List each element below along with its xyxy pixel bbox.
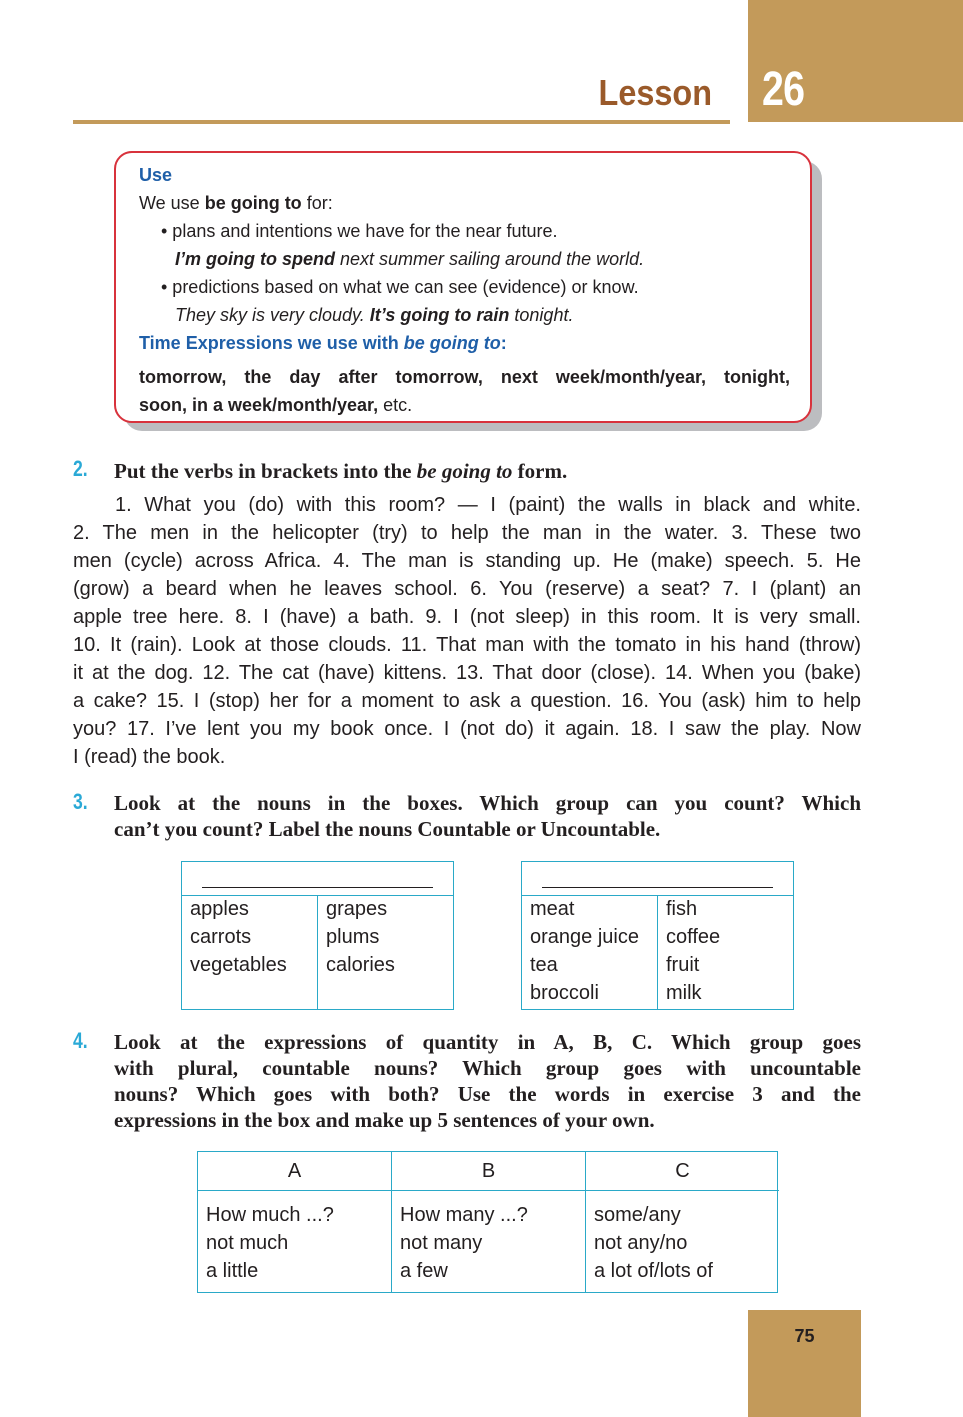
exercise-2-line: it at the dog. 12. The cat (have) kittens. 13. That door (close). 14. When you (bake) — [73, 662, 861, 684]
noun-box-1-col2 — [318, 895, 395, 1009]
use-intro-text: We use — [139, 193, 205, 213]
quantity-column-a — [198, 1152, 391, 1292]
label-blank-line[interactable] — [542, 887, 773, 888]
time-line2-bold: soon, in a week/month/year, — [139, 395, 379, 415]
use-box — [114, 151, 812, 423]
page-number: 75 — [794, 1326, 815, 1346]
noun-item: tea — [530, 954, 558, 976]
example-plans-bold: I’m going to spend — [175, 249, 335, 269]
quantity-expression: some/any — [594, 1204, 681, 1226]
noun-box-1-label-area — [182, 862, 453, 896]
quantity-expression: How much ...? — [206, 1204, 334, 1226]
noun-box-2-col1 — [522, 895, 656, 1009]
quantity-expression: not any/no — [594, 1232, 688, 1254]
quantity-expression: a few — [400, 1260, 448, 1282]
exercise-2-line: apple tree here. 8. I (have) a bath. 9. I (not sleep) in this room. It is very small. — [73, 606, 861, 628]
exercise-2-title-italic: be going to — [416, 459, 513, 483]
exercise-2-line: a cake? 15. I (stop) her for a moment to ask a question. 16. You (ask) him to help — [73, 690, 861, 712]
quantity-cell — [586, 1191, 779, 1285]
exercise-4-number: 4. — [73, 1028, 88, 1053]
time-expressions-title — [139, 329, 507, 357]
exercise-4-title-line: with plural, countable nouns? Which group goes with uncountable — [114, 1056, 861, 1080]
noun-item: plums — [326, 926, 380, 948]
noun-item: orange juice — [530, 926, 639, 948]
quantity-expression: a lot of/lots of — [594, 1260, 713, 1282]
exercise-2-text — [73, 491, 861, 771]
noun-item: coffee — [666, 926, 721, 948]
time-title-post: : — [500, 333, 507, 353]
exercise-2-line: 2. The men in the helicopter (try) to help the man in the water. 3. These two — [73, 522, 861, 544]
example-predictions-post: tonight. — [509, 305, 574, 325]
exercise-4-title-line: nouns? Which goes with both? Use the words in exercise 3 and the — [114, 1082, 861, 1106]
quantity-expression: not many — [400, 1232, 483, 1254]
quantity-expression: a little — [206, 1260, 259, 1282]
header-rule — [73, 120, 730, 124]
quantity-expression: How many ...? — [400, 1204, 528, 1226]
noun-box-2-label-area — [522, 862, 793, 896]
exercise-3-title-line1: Look at the nouns in the boxes. Which group can you count? Which — [114, 791, 861, 815]
example-predictions-pre: They sky is very cloudy. — [175, 305, 370, 325]
use-example-plans — [175, 245, 644, 273]
exercise-2-line: 1. What you (do) with this room? — I (paint) the walls in black and white. — [115, 494, 861, 516]
time-title-pre: Time Expressions we use with — [139, 333, 404, 353]
noun-item: meat — [530, 898, 575, 920]
exercise-2-line: men (cycle) across Africa. 4. The man is standing up. He (make) speech. 5. He — [73, 550, 861, 572]
quantity-column-c — [586, 1152, 779, 1292]
time-expressions-line1: tomorrow, the day after tomorrow, next week/month/year, tonight, — [139, 367, 790, 387]
exercise-3-number: 3. — [73, 789, 88, 814]
noun-box-1 — [181, 861, 454, 1010]
use-bullet-plans: • plans and intentions we have for the near future. — [161, 221, 558, 241]
noun-item: apples — [190, 898, 249, 920]
noun-item: grapes — [326, 898, 388, 920]
quantity-table — [197, 1151, 778, 1293]
use-example-predictions — [175, 301, 573, 329]
example-plans-rest: next summer sailing around the world. — [335, 249, 645, 269]
lesson-title: Lesson — [598, 72, 712, 113]
noun-item: vegetables — [190, 954, 287, 976]
quantity-header: A — [198, 1152, 391, 1191]
exercise-4-title-line: expressions in the box and make up 5 sentences of your own. — [114, 1108, 655, 1132]
time-expressions-line2 — [139, 391, 412, 419]
exercise-2-line: I (read) the book. — [73, 746, 226, 768]
noun-item: fruit — [666, 954, 700, 976]
exercise-4-title-line: Look at the expressions of quantity in A, B, C. Which group goes — [114, 1030, 861, 1054]
lesson-number: 26 — [762, 63, 805, 116]
use-title: Use — [139, 165, 173, 185]
exercise-2-title — [114, 458, 567, 484]
time-line2-rest: etc. — [378, 395, 413, 415]
time-title-italic: be going to — [403, 333, 501, 353]
quantity-expression: not much — [206, 1232, 289, 1254]
label-blank-line[interactable] — [202, 887, 433, 888]
noun-box-2-col2 — [658, 895, 720, 1009]
noun-item: fish — [666, 898, 698, 920]
exercise-3-title-line2: can’t you count? Label the nouns Countable or Uncountable. — [114, 817, 661, 841]
exercise-2-line: 10. It (rain). Look at those clouds. 11. That man with the tomato in his hand (throw) — [73, 634, 861, 656]
noun-item: milk — [666, 982, 702, 1004]
quantity-cell — [198, 1191, 391, 1285]
noun-item: broccoli — [530, 982, 599, 1004]
exercise-2-title-pre: Put the verbs in brackets into the — [114, 459, 417, 483]
exercise-2-line: (grow) a beard when he leaves school. 6. You (reserve) a seat? 7. I (plant) an — [73, 578, 861, 600]
exercise-2-title-post: form. — [512, 459, 568, 483]
noun-item: calories — [326, 954, 395, 976]
noun-box-2 — [521, 861, 794, 1010]
example-predictions-bold: It’s going to rain — [369, 305, 510, 325]
quantity-column-b — [392, 1152, 585, 1292]
use-intro-end: for: — [301, 193, 333, 213]
use-bullet-predictions: • predictions based on what we can see (evidence) or know. — [161, 277, 639, 297]
noun-item: carrots — [190, 926, 252, 948]
exercise-2-line: you? 17. I’ve lent you my book once. I (not do) it again. 18. I saw the play. Now — [73, 718, 861, 740]
exercise-2-number: 2. — [73, 456, 88, 481]
use-intro-bold: be going to — [204, 193, 302, 213]
quantity-cell — [392, 1191, 585, 1285]
noun-box-1-col1 — [182, 895, 316, 1009]
use-intro — [139, 189, 333, 217]
quantity-header: C — [586, 1152, 779, 1191]
quantity-header: B — [392, 1152, 585, 1191]
